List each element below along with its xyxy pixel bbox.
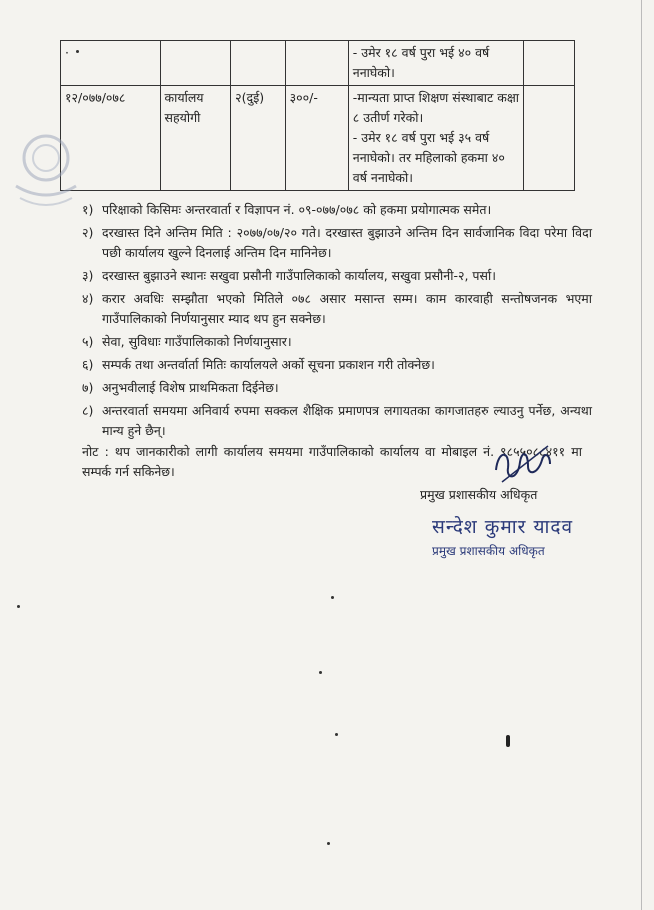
list-item	[82, 289, 592, 329]
count-cell: २(दुई)	[231, 86, 286, 191]
table-row	[61, 41, 575, 86]
contact-note: नोट : थप जानकारीको लागी कार्यालय समयमा गाउँपालिकाको कार्यालय वा मोबाइल नं. ९८५५०८८४११ मा सम्पर्क गर्न सकिनेछ।	[82, 444, 582, 479]
conditions-list	[82, 200, 592, 444]
item-number: ३)	[82, 268, 94, 283]
item-text: अन्तरवार्ता समयमा अनिवार्य रुपमा सक्कल शैक्षिक प्रमाणपत्र लगायतका कागजातहरु ल्याउनु पर्नेछ, अन्यथा मान्य हुने छैन्।	[102, 403, 592, 438]
stamp-name: सन्देश कुमार यादव	[432, 516, 574, 538]
qualification-line: -मान्यता प्राप्त शिक्षण संस्थाबाट कक्षा ८ उतीर्ण गरेको।	[352, 90, 520, 125]
scan-speck	[335, 733, 338, 736]
list-item	[82, 401, 592, 441]
table-row	[61, 86, 575, 191]
scan-speck	[319, 671, 322, 674]
post-cell: कार्यालय सहयोगी	[160, 86, 231, 191]
qualification-line: - उमेर १८ वर्ष पुरा भई ३५ वर्ष नना‍घेको। तर महिलाको हकमा ४० वर्ष नना‍घेको।	[352, 130, 505, 185]
item-text: अनुभवीलाई विशेष प्राथमिकता दिईनेछ।	[102, 380, 279, 395]
list-item	[82, 355, 592, 375]
item-number: ७)	[82, 380, 94, 395]
code-cell: ·	[61, 41, 161, 86]
item-number: २)	[82, 225, 94, 240]
list-item	[82, 378, 592, 398]
item-text: परिक्षाको किसिमः अन्तरवार्ता र विज्ञापन नं. ०९-०७७/०७८ को हकमा प्रयोगात्मक समेत।	[102, 202, 492, 217]
faded-seal-icon	[10, 128, 82, 214]
count-cell	[231, 41, 286, 86]
scan-speck	[327, 842, 330, 845]
remarks-cell	[524, 86, 575, 191]
item-text: करार अवधिः सम्झौता भएको मितिले ०७८ असार मसान्त सम्म। काम कारवाही सन्तोषजनक भएमा गाउँपालिकाको निर्णयानुसार म्याद थप हुन सक्नेछ।	[102, 291, 592, 326]
item-number: ६)	[82, 357, 94, 372]
remarks-cell	[524, 41, 575, 86]
handwritten-signature-icon	[488, 440, 558, 490]
item-number: १)	[82, 202, 94, 217]
item-text: दरखास्त बुझाउने स्थानः सखुवा प्रसौनी गाउँपालिकाको कार्यालय, सखुवा प्रसौनी-२, पर्सा।	[102, 268, 496, 283]
list-item	[82, 332, 592, 352]
list-item	[82, 223, 592, 263]
item-text: सम्पर्क तथा अन्तर्वार्ता मितिः कार्यालयले अर्को सूचना प्रकाशन गरी तोक्नेछ।	[102, 357, 435, 372]
scan-edge-line	[641, 0, 642, 910]
item-number: ५)	[82, 334, 94, 349]
item-number: ८)	[82, 403, 94, 418]
scan-mark	[506, 735, 510, 747]
signatory-title: प्रमुख प्रशासकीय अधिकृत	[420, 487, 538, 502]
scan-speck	[331, 596, 334, 599]
list-item	[82, 200, 592, 220]
code-cell: १२/०७७/०७८	[61, 86, 161, 191]
post-cell	[160, 41, 231, 86]
salary-cell: ३००/-	[285, 86, 348, 191]
stamp-title: प्रमुख प्रशासकीय अधिकृत	[432, 544, 545, 558]
item-text: दरखास्त दिने अन्तिम मिति : २०७७/०७/२० गते। दरखास्त बुझाउने अन्तिम दिन सार्वजानिक विदा परेमा विदा पछी कार्यालय खुल्ने दिनलाई अन्तिम दिन मानिनेछ।	[102, 225, 592, 260]
qualification-cell	[348, 86, 523, 191]
item-number: ४)	[82, 291, 94, 306]
qualification-line: - उमेर १८ वर्ष पुरा भई ४० वर्ष नना‍घेको।	[352, 45, 490, 80]
scan-speck	[17, 605, 20, 608]
vacancy-table	[60, 40, 575, 191]
qualification-cell	[348, 41, 523, 86]
list-item	[82, 266, 592, 286]
scan-speck	[76, 50, 79, 53]
salary-cell	[285, 41, 348, 86]
item-text: सेवा, सुविधाः गाउँपालिकाको निर्णयानुसार।	[102, 334, 292, 349]
